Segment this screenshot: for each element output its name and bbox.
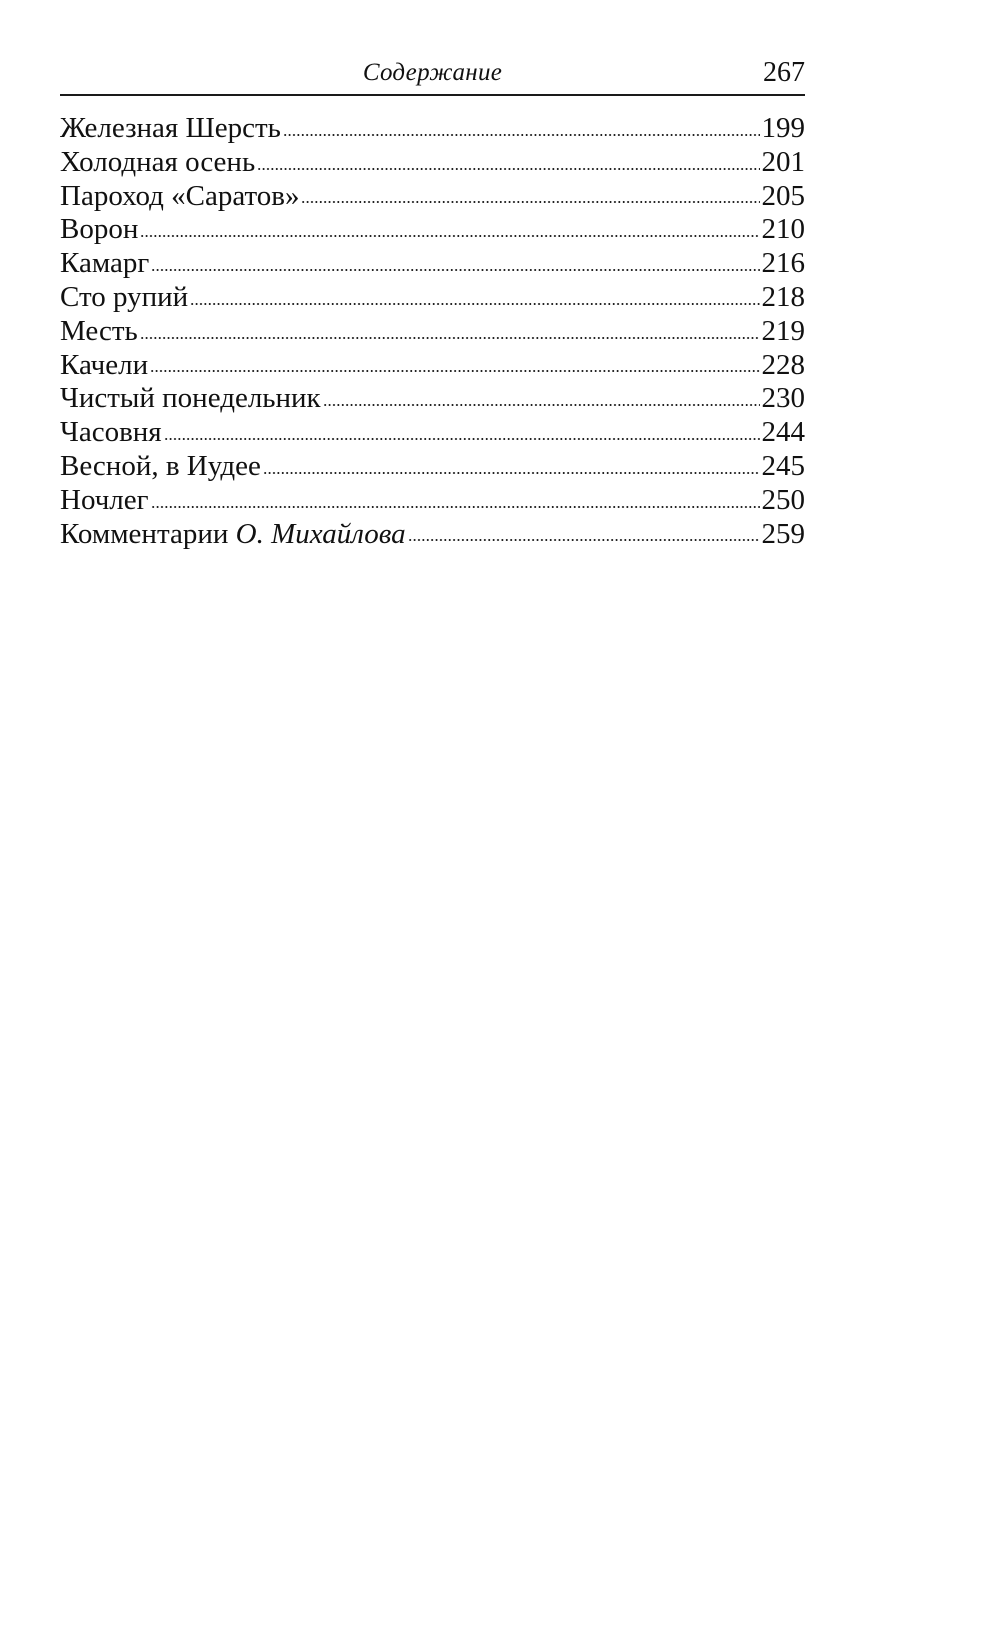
toc-entry-page: 201 (761, 145, 805, 178)
toc-entry (60, 484, 805, 518)
dot-leader (151, 266, 759, 272)
toc-entry-page: 250 (761, 483, 805, 516)
toc-entry-title: Железная Шерсть (60, 112, 281, 144)
page-number: 267 (763, 57, 805, 88)
dot-leader (140, 232, 759, 238)
toc-entry (60, 112, 805, 146)
dot-leader (190, 300, 759, 306)
toc-entry (60, 281, 805, 315)
toc-entry (60, 247, 805, 281)
toc-entry-title: Весной, в Иудее (60, 449, 261, 482)
table-of-contents (60, 112, 805, 551)
toc-entry-title: Сто рупий (60, 280, 189, 313)
toc-entry-page: 259 (761, 517, 805, 550)
toc-entry-page: 244 (761, 416, 805, 449)
dot-leader (150, 367, 759, 373)
commentary-prefix: Комментарии (60, 517, 236, 550)
dot-leader (323, 401, 760, 407)
dot-leader (140, 334, 760, 340)
toc-entry (60, 315, 805, 349)
toc-entry (60, 349, 805, 383)
running-title: Содержание (362, 59, 503, 86)
toc-entry-page: 230 (761, 382, 805, 415)
commentary-author: О. Михайлова (235, 517, 406, 550)
dot-leader (151, 503, 760, 509)
toc-entry-title: Чистый понедельник (60, 382, 321, 415)
toc-entry-page: 245 (761, 449, 805, 482)
toc-entry-page: 218 (761, 280, 805, 313)
toc-entry-title: Камарг (60, 247, 150, 280)
toc-entry-title: Ворон (60, 213, 139, 246)
toc-entry-title: Ночлег (60, 483, 149, 516)
toc-entry-title (60, 518, 406, 552)
toc-entry-title: Месть (60, 314, 138, 347)
toc-entry (60, 146, 805, 180)
toc-entry-page: 199 (761, 112, 805, 144)
dot-leader (263, 469, 760, 475)
toc-entry-commentary (60, 518, 805, 552)
running-head (60, 58, 805, 96)
toc-entry (60, 213, 805, 247)
toc-entry-page: 210 (761, 213, 805, 246)
toc-entry (60, 416, 805, 450)
toc-entry-title: Часовня (60, 416, 162, 449)
toc-entry-page: 205 (761, 179, 805, 212)
toc-entry-title: Качели (60, 348, 149, 381)
dot-leader (301, 198, 759, 204)
dot-leader (283, 131, 760, 137)
toc-entry (60, 382, 805, 416)
toc-entry (60, 180, 805, 214)
dot-leader (257, 165, 759, 171)
toc-entry-title: Пароход «Саратов» (60, 179, 300, 212)
toc-entry-page: 228 (761, 348, 805, 381)
toc-entry-title: Холодная осень (60, 145, 256, 178)
toc-entry-page: 216 (761, 247, 805, 280)
toc-entry-page: 219 (761, 314, 805, 347)
dot-leader (408, 536, 760, 542)
dot-leader (164, 435, 760, 441)
toc-entry (60, 450, 805, 484)
